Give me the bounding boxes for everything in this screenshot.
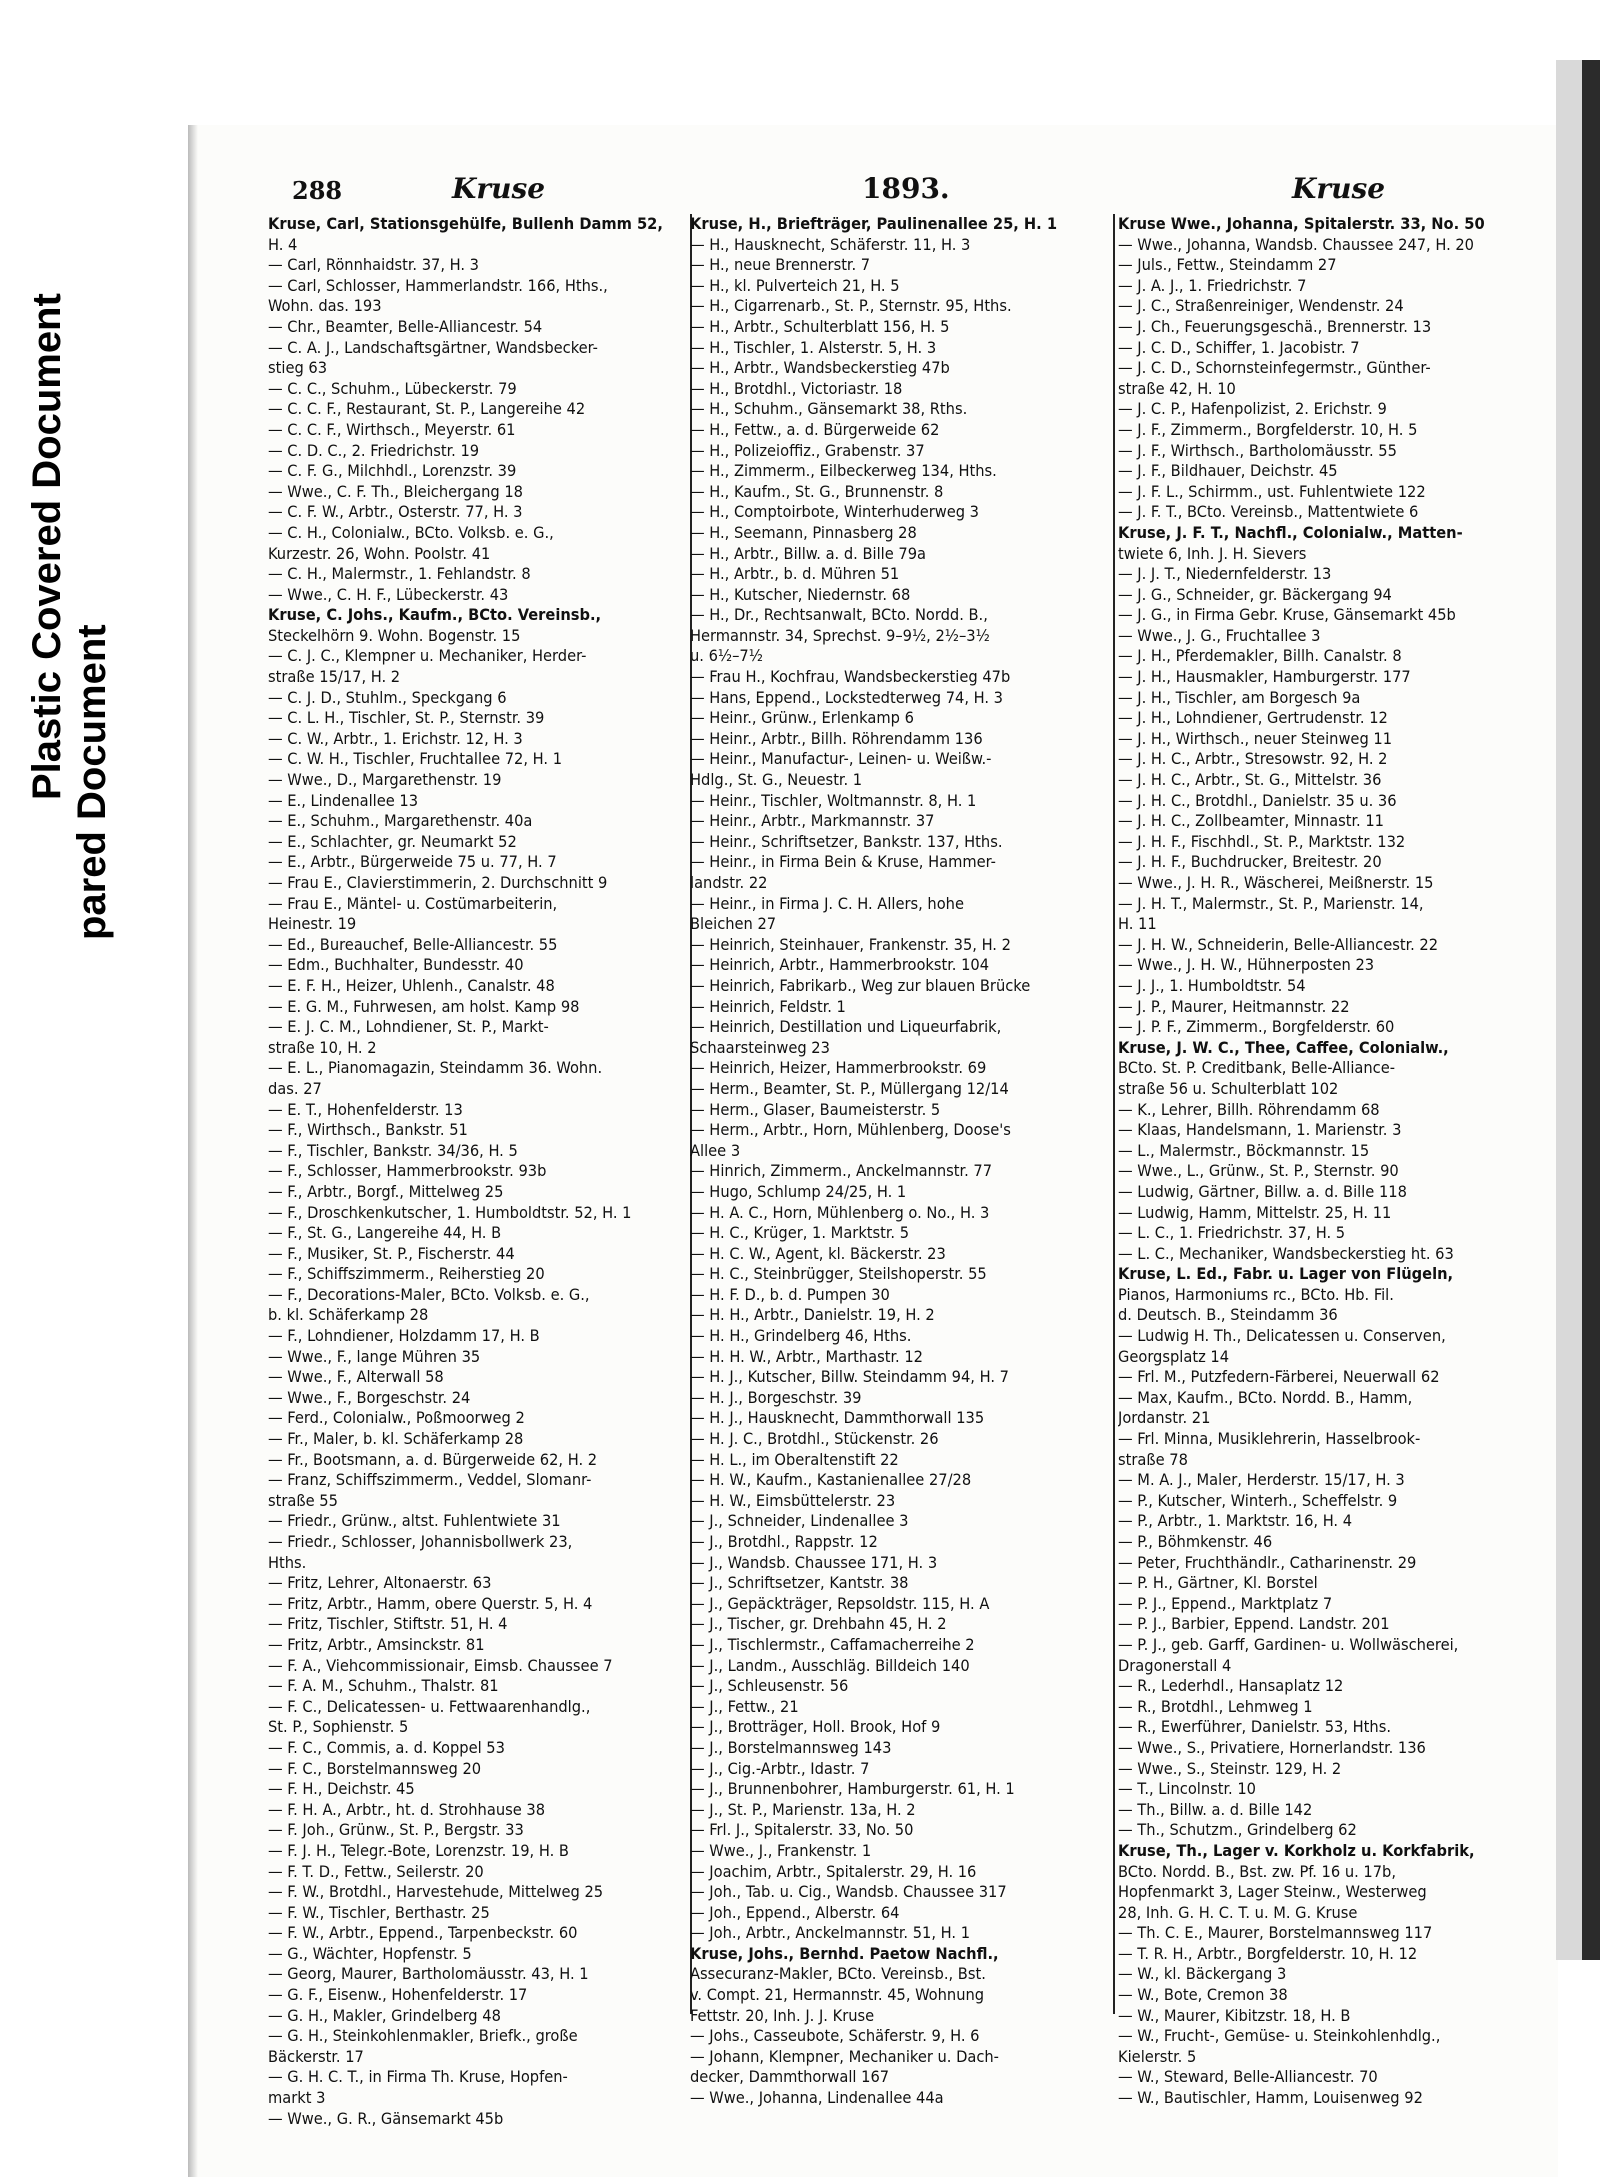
directory-entry: — E. T., Hohenfelderstr. 13: [268, 1099, 463, 1119]
directory-entry: — C. F. G., Milchhdl., Lorenzstr. 39: [268, 461, 517, 481]
directory-entry: H. 11: [1118, 914, 1157, 934]
directory-entry: — J. H. C., Brotdhl., Danielstr. 35 u. 36: [1118, 790, 1397, 810]
directory-entry: Bäckerstr. 17: [268, 2046, 364, 2066]
directory-entry: — C. D. C., 2. Friedrichstr. 19: [268, 440, 480, 460]
directory-entry: straße 10, H. 2: [268, 1037, 377, 1057]
directory-entry: Pianos, Harmoniums rc., BCto. Hb. Fil.: [1118, 1284, 1394, 1304]
directory-entry: — F. H., Deichstr. 45: [268, 1779, 415, 1799]
directory-entry: — Wwe., Johanna, Wandsb. Chaussee 247, H. 20: [1118, 234, 1475, 254]
directory-entry: — Wwe., F., Alterwall 58: [268, 1367, 444, 1387]
directory-entry: — J. H., Pferdemakler, Billh. Canalstr. 8: [1118, 646, 1402, 666]
directory-entry: — E., Schlachter, gr. Neumarkt 52: [268, 831, 517, 851]
directory-entry: — J., Schleusenstr. 56: [690, 1676, 849, 1696]
directory-entry: — W., Frucht-, Gemüse- u. Steinkohlenhdlg.,: [1118, 2026, 1441, 2046]
directory-entry: — Joh., Arbtr., Anckelmannstr. 51, H. 1: [690, 1923, 971, 1943]
directory-entry: — F., Wirthsch., Bankstr. 51: [268, 1120, 468, 1140]
directory-entry: — Juls., Fettw., Steindamm 27: [1118, 255, 1337, 275]
directory-entry: — J. A. J., 1. Friedrichstr. 7: [1118, 275, 1307, 295]
directory-entry: — E. G. M., Fuhrwesen, am holst. Kamp 98: [268, 996, 580, 1016]
directory-entry: — H. H., Grindelberg 46, Hths.: [690, 1326, 912, 1346]
directory-entry: straße 42, H. 10: [1118, 378, 1236, 398]
directory-entry: — Ludwig, Hamm, Mittelstr. 25, H. 11: [1118, 1202, 1392, 1222]
directory-entry: — Wwe., S., Steinstr. 129, H. 2: [1118, 1758, 1342, 1778]
directory-entry: — J. F., Bildhauer, Deichstr. 45: [1118, 461, 1338, 481]
directory-entry: — C. C., Schuhm., Lübeckerstr. 79: [268, 378, 517, 398]
directory-entry: u. 6½–7½: [690, 646, 763, 666]
directory-entry: — P., Böhmkenstr. 46: [1118, 1532, 1273, 1551]
directory-entry: Kruse, Johs., Bernhd. Paetow Nachfl.,: [690, 1943, 999, 1963]
directory-entry: — P., Kutscher, Winterh., Scheffelstr. 9: [1118, 1490, 1398, 1510]
directory-entry: — C. L. H., Tischler, St. P., Sternstr. 39: [268, 708, 545, 728]
directory-entry: Steckelhörn 9. Wohn. Bogenstr. 15: [268, 625, 521, 645]
directory-entry: Georgsplatz 14: [1118, 1346, 1230, 1366]
page-gutter-shadow: [188, 125, 198, 2177]
directory-entry: — Herm., Beamter, St. P., Müllergang 12/14: [690, 1078, 1009, 1098]
directory-entry: — Frau H., Kochfrau, Wandsbeckerstieg 47b: [690, 667, 1011, 687]
side-label-text: Plastic Covered Document: [25, 293, 69, 800]
directory-entry: — Chr., Beamter, Belle-Alliancestr. 54: [268, 316, 543, 336]
directory-entry: — Th. C. E., Maurer, Borstelmannsweg 117: [1118, 1923, 1433, 1943]
directory-entry: — H. C. W., Agent, kl. Bäckerstr. 23: [690, 1243, 946, 1263]
directory-entry: das. 27: [268, 1078, 322, 1098]
directory-entry: — F., St. G., Langereihe 44, H. B: [268, 1223, 502, 1243]
directory-entry: — J. C., Straßenreiniger, Wendenstr. 24: [1118, 296, 1404, 316]
directory-entry: — Franz, Schiffszimmerm., Veddel, Slomanr-: [268, 1470, 592, 1490]
directory-entry: — Wwe., L., Grünw., St. P., Sternstr. 90: [1118, 1161, 1399, 1181]
directory-entry: — L. C., Mechaniker, Wandsbeckerstieg ht. 63: [1118, 1243, 1454, 1263]
directory-entry: — J. F. T., BCto. Vereinsb., Mattentwiete 6: [1118, 502, 1419, 522]
directory-entry: — Heinr., in Firma J. C. H. Allers, hohe: [690, 893, 964, 913]
directory-entry: — J., Tischer, gr. Drehbahn 45, H. 2: [690, 1614, 947, 1634]
directory-entry: Hopfenmarkt 3, Lager Steinw., Westerweg: [1118, 1882, 1427, 1902]
directory-entry: — Wwe., D., Margarethenstr. 19: [268, 770, 502, 790]
directory-entry: — Frl. Minna, Musiklehrerin, Hasselbrook-: [1118, 1429, 1421, 1449]
directory-entry: — Heinrich, Heizer, Hammerbrookstr. 69: [690, 1058, 987, 1078]
directory-entry: — Heinrich, Destillation und Liqueurfabrik,: [690, 1017, 1002, 1037]
directory-entry: 28, Inh. G. H. C. T. u. M. G. Kruse: [1118, 1902, 1358, 1922]
directory-entry: straße 78: [1118, 1449, 1188, 1469]
directory-entry: — F. C., Borstelmannsweg 20: [268, 1758, 482, 1778]
directory-entry: — Herm., Glaser, Baumeisterstr. 5: [690, 1099, 941, 1119]
directory-entry: — H. H. W., Arbtr., Marthastr. 12: [690, 1346, 923, 1366]
directory-entry: — C. F. W., Arbtr., Osterstr. 77, H. 3: [268, 502, 523, 522]
directory-entry: — H., Hausknecht, Schäferstr. 11, H. 3: [690, 234, 971, 254]
directory-entry: Assecuranz-Makler, BCto. Vereinsb., Bst.: [690, 1964, 986, 1984]
directory-entry: v. Compt. 21, Hermannstr. 45, Wohnung: [690, 1985, 985, 2005]
directory-entry: — F., Arbtr., Borgf., Mittelweg 25: [268, 1181, 504, 1201]
directory-entry: Kruse Wwe., Johanna, Spitalerstr. 33, No. 50: [1118, 214, 1485, 233]
directory-entry: — E. J. C. M., Lohndiener, St. P., Markt-: [268, 1017, 549, 1037]
directory-entry: — L., Malermstr., Böckmannstr. 15: [1118, 1140, 1370, 1160]
directory-entry: — J., Brotträger, Holl. Brook, Hof 9: [690, 1717, 941, 1737]
directory-entry: — H., Arbtr., Billw. a. d. Bille 79a: [690, 543, 926, 563]
directory-entry: — Wwe., Johanna, Lindenallee 44a: [690, 2088, 944, 2108]
directory-entry: — J. F., Wirthsch., Bartholomäusstr. 55: [1118, 440, 1397, 460]
directory-entry: — Klaas, Handelsmann, 1. Marienstr. 3: [1118, 1120, 1402, 1140]
directory-entry: — Heinr., Arbtr., Markmannstr. 37: [690, 811, 935, 831]
directory-entry: — J. F. L., Schirmm., ust. Fuhlentwiete 122: [1118, 481, 1426, 501]
directory-entry: — J. J., 1. Humboldtstr. 54: [1118, 975, 1306, 995]
directory-entry: — R., Brotdhl., Lehmweg 1: [1118, 1696, 1313, 1716]
directory-entry: — E. L., Pianomagazin, Steindamm 36. Wohn.: [268, 1058, 603, 1078]
directory-entry: — H., Arbtr., Wandsbeckerstieg 47b: [690, 358, 950, 378]
directory-entry: — Wwe., G. R., Gänsemarkt 45b: [268, 2108, 504, 2128]
directory-entry: — Heinrich, Fabrikarb., Weg zur blauen Brücke: [690, 975, 1031, 995]
directory-entry: — Wwe., C. H. F., Lübeckerstr. 43: [268, 584, 509, 604]
directory-entry: — Johs., Casseubote, Schäferstr. 9, H. 6: [690, 2026, 980, 2046]
directory-entry: — H. C., Steinbrügger, Steilshoperstr. 55: [690, 1264, 987, 1284]
directory-entry: — J. H., Hausmakler, Hamburgerstr. 177: [1118, 667, 1411, 687]
directory-entry: — F., Droschkenkutscher, 1. Humboldtstr. 52, H. 1: [268, 1202, 632, 1222]
directory-entry: — F. W., Tischler, Berthastr. 25: [268, 1902, 490, 1922]
directory-entry: — Friedr., Grünw., altst. Fuhlentwiete 31: [268, 1511, 561, 1531]
directory-entry: — H. W., Kaufm., Kastanienallee 27/28: [690, 1470, 972, 1490]
running-head-year: 1893.: [862, 172, 950, 205]
side-label: [25, 180, 170, 980]
directory-entry: — J. H. C., Arbtr., St. G., Mittelstr. 36: [1118, 770, 1382, 790]
directory-entry: — H., Dr., Rechtsanwalt, BCto. Nordd. B.,: [690, 605, 988, 625]
directory-entry: — W., Maurer, Kibitzstr. 18, H. B: [1118, 2005, 1351, 2025]
directory-entry: — J. H., Wirthsch., neuer Steinweg 11: [1118, 728, 1393, 748]
directory-entry: — J. H. C., Zollbeamter, Minnastr. 11: [1118, 811, 1384, 831]
directory-entry: Allee 3: [690, 1140, 741, 1160]
directory-entry: — Th., Schutzm., Grindelberg 62: [1118, 1820, 1357, 1840]
directory-entry: — F., Tischler, Bankstr. 34/36, H. 5: [268, 1140, 518, 1160]
directory-entry: — Georg, Maurer, Bartholomäusstr. 43, H. 1: [268, 1964, 589, 1984]
directory-entry: — J. F., Zimmerm., Borgfelderstr. 10, H. 5: [1118, 419, 1418, 439]
directory-entry: — Herm., Arbtr., Horn, Mühlenberg, Doose's: [690, 1120, 1011, 1140]
directory-entry: — Ed., Bureauchef, Belle-Alliancestr. 55: [268, 934, 558, 954]
directory-entry: — J. H. F., Fischhdl., St. P., Marktstr. 132: [1118, 831, 1406, 851]
directory-entry: — H. L., im Oberaltenstift 22: [690, 1449, 899, 1469]
directory-entry: — J., Schriftsetzer, Kantstr. 38: [690, 1573, 909, 1593]
directory-entry: Kruse, Th., Lager v. Korkholz u. Korkfabrik,: [1118, 1840, 1475, 1860]
directory-entry: straße 55: [268, 1490, 338, 1510]
directory-entry: — Frl. M., Putzfedern-Färberei, Neuerwall 62: [1118, 1367, 1440, 1387]
directory-entry: — H., Polizeioffiz., Grabenstr. 37: [690, 440, 925, 460]
directory-entry: — K., Lehrer, Billh. Röhrendamm 68: [1118, 1099, 1380, 1119]
directory-entry: — Joachim, Arbtr., Spitalerstr. 29, H. 16: [690, 1861, 977, 1881]
directory-entry: — F. C., Delicatessen- u. Fettwaarenhandlg.,: [268, 1696, 591, 1716]
directory-entry: — H. H., Arbtr., Danielstr. 19, H. 2: [690, 1305, 935, 1325]
directory-entry: landstr. 22: [690, 873, 768, 892]
directory-entry: — Frl. J., Spitalerstr. 33, No. 50: [690, 1820, 914, 1840]
directory-entry: — W., Bote, Cremon 38: [1118, 1985, 1288, 2005]
directory-entry: — H., Cigarrenarb., St. P., Sternstr. 95, Hths.: [690, 296, 1012, 316]
directory-entry: — Max, Kaufm., BCto. Nordd. B., Hamm,: [1118, 1387, 1413, 1407]
column-rule: [1113, 214, 1115, 2014]
directory-entry: — F. W., Arbtr., Eppend., Tarpenbeckstr. 60: [268, 1923, 578, 1943]
directory-entry: — Wwe., F., lange Mühren 35: [268, 1346, 481, 1366]
directory-entry: — G., Wächter, Hopfenstr. 5: [268, 1943, 472, 1963]
directory-entry: — J. J. T., Niedernfelderstr. 13: [1118, 564, 1332, 584]
directory-entry: — H., Kaufm., St. G., Brunnenstr. 8: [690, 481, 944, 501]
directory-entry: — J. G., in Firma Gebr. Kruse, Gänsemarkt 45b: [1118, 605, 1456, 625]
directory-entry: — H., Brotdhl., Victoriastr. 18: [690, 378, 903, 398]
directory-entry: — H. J., Hausknecht, Dammthorwall 135: [690, 1408, 985, 1428]
directory-entry: — E., Lindenallee 13: [268, 790, 419, 810]
directory-entry: — P. J., geb. Garff, Gardinen- u. Wollwäscherei,: [1118, 1634, 1459, 1654]
directory-entry: — J. H. C., Arbtr., Stresowstr. 92, H. 2: [1118, 749, 1388, 769]
directory-entry: — C. C. F., Wirthsch., Meyerstr. 61: [268, 419, 516, 439]
directory-entry: — F. J. H., Telegr.-Bote, Lorenzstr. 19, H. B: [268, 1840, 569, 1860]
page-header: [282, 172, 1482, 218]
directory-entry: — P. H., Gärtner, Kl. Borstel: [1118, 1573, 1318, 1593]
directory-entry: — F. T. D., Fettw., Seilerstr. 20: [268, 1861, 484, 1881]
directory-entry: H. 4: [268, 234, 298, 254]
directory-entry: — P. J., Barbier, Eppend. Landstr. 201: [1118, 1614, 1390, 1634]
directory-entry: — Fritz, Arbtr., Hamm, obere Querstr. 5, H. 4: [268, 1593, 593, 1613]
directory-entry: Kurzestr. 26, Wohn. Poolstr. 41: [268, 543, 491, 563]
directory-entry: — E. F. H., Heizer, Uhlenh., Canalstr. 48: [268, 975, 555, 995]
directory-entry: — Peter, Fruchthändlr., Catharinenstr. 29: [1118, 1552, 1417, 1572]
directory-entry: — J. G., Schneider, gr. Bäckergang 94: [1118, 584, 1392, 604]
directory-entry: — C. W., Arbtr., 1. Erichstr. 12, H. 3: [268, 728, 523, 748]
directory-entry: — H., Arbtr., Schulterblatt 156, H. 5: [690, 316, 950, 336]
directory-entry: — Heinr., Grünw., Erlenkamp 6: [690, 708, 914, 728]
directory-entry: BCto. St. P. Creditbank, Belle-Alliance-: [1118, 1058, 1396, 1078]
directory-entry: — J. Ch., Feuerungsgeschä., Brennerstr. 13: [1118, 316, 1432, 336]
directory-entry: — G. H. C. T., in Firma Th. Kruse, Hopfen-: [268, 2067, 568, 2087]
directory-entry: — Carl, Schlosser, Hammerlandstr. 166, Hths.,: [268, 275, 608, 295]
directory-entry: — J. H. T., Malermstr., St. P., Marienstr. 14,: [1118, 893, 1424, 913]
directory-entry: — Fritz, Arbtr., Amsinckstr. 81: [268, 1634, 485, 1654]
directory-entry: — H., neue Brennerstr. 7: [690, 255, 871, 275]
directory-entry: — H., kl. Pulverteich 21, H. 5: [690, 275, 900, 295]
directory-entry: decker, Dammthorwall 167: [690, 2067, 890, 2087]
directory-entry: — Wwe., J., Frankenstr. 1: [690, 1840, 872, 1860]
directory-entry: — F., Schlosser, Hammerbrookstr. 93b: [268, 1161, 547, 1181]
directory-entry: — J., Schneider, Lindenallee 3: [690, 1511, 909, 1531]
directory-entry: — J. H., Lohndiener, Gertrudenstr. 12: [1118, 708, 1388, 728]
directory-entry: — Frau E., Mäntel- u. Costümarbeiterin,: [268, 893, 558, 913]
running-head-right: Kruse: [1292, 172, 1386, 205]
directory-entry: — J., Borstelmannsweg 143: [690, 1737, 892, 1757]
directory-entry: — H., Arbtr., b. d. Mühren 51: [690, 564, 900, 584]
directory-entry: — Heinrich, Feldstr. 1: [690, 996, 846, 1016]
directory-entry: — F. W., Brotdhl., Harvestehude, Mittelweg 25: [268, 1882, 604, 1902]
directory-entry: — H., Schuhm., Gänsemarkt 38, Rths.: [690, 399, 968, 419]
directory-entry: Wohn. das. 193: [268, 296, 382, 316]
directory-entry: Kruse, C. Johs., Kaufm., BCto. Vereinsb.,: [268, 605, 602, 625]
directory-entry: — J., Gepäckträger, Repsoldstr. 115, H. A: [690, 1593, 990, 1613]
directory-entry: — Edm., Buchhalter, Bundesstr. 40: [268, 955, 524, 975]
directory-entry: — H. J., Kutscher, Billw. Steindamm 94, H. 7: [690, 1367, 1009, 1387]
directory-entry: — P., Arbtr., 1. Marktstr. 16, H. 4: [1118, 1511, 1353, 1531]
directory-entry: — C. H., Colonialw., BCto. Volksb. e. G.,: [268, 522, 554, 542]
directory-entry: — J., Brotdhl., Rappstr. 12: [690, 1532, 878, 1551]
directory-entry: — Frau E., Clavierstimmerin, 2. Durchschnitt 9: [268, 873, 608, 892]
directory-entry: Fettstr. 20, Inh. J. J. Kruse: [690, 2005, 875, 2025]
directory-entry: — Heinr., Tischler, Woltmannstr. 8, H. 1: [690, 790, 977, 810]
directory-entry: — G. F., Eisenw., Hohenfelderstr. 17: [268, 1985, 528, 2005]
directory-entry: — H. W., Eimsbüttelerstr. 23: [690, 1490, 896, 1510]
directory-entry: — Johann, Klempner, Mechaniker u. Dach-: [690, 2046, 999, 2066]
directory-entry: — C. A. J., Landschaftsgärtner, Wandsbecker-: [268, 337, 598, 357]
directory-entry: — C. C. F., Restaurant, St. P., Langereihe 42: [268, 399, 586, 419]
directory-entry: straße 15/17, H. 2: [268, 667, 401, 687]
directory-entry: — Heinrich, Steinhauer, Frankenstr. 35, H. 2: [690, 934, 1011, 954]
directory-entry: Schaarsteinweg 23: [690, 1037, 830, 1057]
directory-entry: — H., Zimmerm., Eilbeckerweg 134, Hths.: [690, 461, 997, 481]
directory-entry: Kruse, Carl, Stationsgehülfe, Bullenh Damm 52,: [268, 214, 663, 233]
directory-entry: — Hans, Eppend., Lockstedterweg 74, H. 3: [690, 687, 1003, 707]
directory-entry: — R., Lederhdl., Hansaplatz 12: [1118, 1676, 1344, 1696]
directory-entry: — Wwe., J. H. R., Wäscherei, Meißnerstr. 15: [1118, 873, 1434, 892]
directory-entry: straße 56 u. Schulterblatt 102: [1118, 1078, 1339, 1098]
directory-entry: — Hugo, Schlump 24/25, H. 1: [690, 1181, 907, 1201]
directory-entry: — Heinr., Arbtr., Billh. Röhrendamm 136: [690, 728, 983, 748]
directory-entry: — J., Cig.-Arbtr., Idastr. 7: [690, 1758, 870, 1778]
directory-entry: Kruse, J. F. T., Nachfl., Colonialw., Matten-: [1118, 522, 1463, 542]
directory-entry: — Heinrich, Arbtr., Hammerbrookstr. 104: [690, 955, 990, 975]
directory-entry: — J. C. P., Hafenpolizist, 2. Erichstr. 9: [1118, 399, 1387, 419]
directory-entry: — Fritz, Tischler, Stiftstr. 51, H. 4: [268, 1614, 508, 1634]
directory-column-1: [268, 214, 684, 2129]
directory-column-2: [690, 214, 1102, 2109]
directory-entry: — J., St. P., Marienstr. 13a, H. 2: [690, 1799, 916, 1819]
directory-entry: — H. C., Krüger, 1. Marktstr. 5: [690, 1223, 910, 1243]
directory-entry: — F., Lohndiener, Holzdamm 17, H. B: [268, 1326, 540, 1346]
directory-entry: — Fr., Bootsmann, a. d. Bürgerweide 62, H. 2: [268, 1449, 598, 1469]
directory-entry: — C. W. H., Tischler, Fruchtallee 72, H. 1: [268, 749, 563, 769]
directory-entry: Jordanstr. 21: [1118, 1408, 1211, 1428]
directory-entry: — H. J., Borgeschstr. 39: [690, 1387, 862, 1407]
directory-column-3: [1118, 214, 1502, 2109]
directory-entry: — F. A. M., Schuhm., Thalstr. 81: [268, 1676, 499, 1696]
directory-entry: — Wwe., C. F. Th., Bleichergang 18: [268, 481, 523, 501]
directory-entry: — P. J., Eppend., Marktplatz 7: [1118, 1593, 1333, 1613]
directory-entry: b. kl. Schäferkamp 28: [268, 1305, 429, 1325]
scanner-dark-edge: [1582, 60, 1600, 1960]
directory-entry: — Ferd., Colonialw., Poßmoorweg 2: [268, 1408, 525, 1428]
directory-entry: — J. C. D., Schiffer, 1. Jacobistr. 7: [1118, 337, 1360, 357]
directory-entry: — F., Musiker, St. P., Fischerstr. 44: [268, 1243, 515, 1263]
directory-entry: — Fritz, Lehrer, Altonaerstr. 63: [268, 1573, 492, 1593]
directory-entry: — G. H., Makler, Grindelberg 48: [268, 2005, 501, 2025]
directory-entry: — C. J. D., Stuhlm., Speckgang 6: [268, 687, 507, 707]
directory-entry: — J. P. F., Zimmerm., Borgfelderstr. 60: [1118, 1017, 1395, 1037]
directory-entry: — Carl, Rönnhaidstr. 37, H. 3: [268, 255, 479, 275]
directory-entry: — H. A. C., Horn, Mühlenberg o. No., H. 3: [690, 1202, 990, 1222]
directory-entry: — Ludwig H. Th., Delicatessen u. Conserven,: [1118, 1326, 1446, 1346]
directory-entry: St. P., Sophienstr. 5: [268, 1717, 409, 1737]
directory-entry: Bleichen 27: [690, 914, 777, 934]
directory-entry: — H., Fettw., a. d. Bürgerweide 62: [690, 419, 940, 439]
directory-entry: — R., Ewerführer, Danielstr. 53, Hths.: [1118, 1717, 1391, 1737]
directory-entry: — H. J. C., Brotdhl., Stückenstr. 26: [690, 1429, 939, 1449]
directory-entry: — Fr., Maler, b. kl. Schäferkamp 28: [268, 1429, 524, 1449]
directory-entry: — F. A., Viehcommissionair, Eimsb. Chaussee 7: [268, 1655, 613, 1675]
directory-entry: — J., Tischlermstr., Caffamacherreihe 2: [690, 1634, 975, 1654]
directory-entry: — J. P., Maurer, Heitmannstr. 22: [1118, 996, 1350, 1016]
directory-entry: — J. H. F., Buchdrucker, Breitestr. 20: [1118, 852, 1382, 872]
directory-entry: — J. C. D., Schornsteinfegermstr., Günther-: [1118, 358, 1431, 378]
directory-entry: — F. Joh., Grünw., St. P., Bergstr. 33: [268, 1820, 524, 1840]
directory-entry: Hths.: [268, 1552, 307, 1572]
directory-entry: — W., Bautischler, Hamm, Louisenweg 92: [1118, 2088, 1423, 2108]
directory-entry: — J. H. W., Schneiderin, Belle-Alliancestr. 22: [1118, 934, 1439, 954]
directory-entry: — Wwe., S., Privatiere, Hornerlandstr. 136: [1118, 1737, 1426, 1757]
directory-entry: — Heinr., Schriftsetzer, Bankstr. 137, Hths.: [690, 831, 1003, 851]
directory-entry: — E., Schuhm., Margarethenstr. 40a: [268, 811, 533, 831]
directory-entry: — T. R. H., Arbtr., Borgfelderstr. 10, H. 12: [1118, 1943, 1418, 1963]
directory-entry: Hdlg., St. G., Neuestr. 1: [690, 770, 863, 790]
directory-entry: Kielerstr. 5: [1118, 2046, 1197, 2066]
directory-entry: — J. H., Tischler, am Borgesch 9a: [1118, 687, 1361, 707]
directory-entry: — Hinrich, Zimmerm., Anckelmannstr. 77: [690, 1161, 993, 1181]
directory-entry: — Wwe., J. G., Fruchtallee 3: [1118, 625, 1321, 645]
directory-entry: — L. C., 1. Friedrichstr. 37, H. 5: [1118, 1223, 1346, 1243]
directory-entry: — H., Tischler, 1. Alsterstr. 5, H. 3: [690, 337, 937, 357]
directory-entry: Kruse, H., Briefträger, Paulinenallee 25, H. 1: [690, 214, 1058, 233]
directory-entry: — Heinr., in Firma Bein & Kruse, Hammer-: [690, 852, 996, 872]
directory-entry: — F., Decorations-Maler, BCto. Volksb. e. G.,: [268, 1284, 590, 1304]
page-number: 288: [292, 176, 343, 205]
directory-entry: — W., Steward, Belle-Alliancestr. 70: [1118, 2067, 1378, 2087]
side-label-partial: pared Document: [70, 624, 114, 940]
directory-entry: Dragonerstall 4: [1118, 1655, 1232, 1675]
directory-entry: — Friedr., Schlosser, Johannisbollwerk 23,: [268, 1532, 573, 1551]
directory-entry: markt 3: [268, 2088, 326, 2108]
directory-entry: — Joh., Tab. u. Cig., Wandsb. Chaussee 317: [690, 1882, 1007, 1902]
directory-entry: — F. C., Commis, a. d. Koppel 53: [268, 1737, 505, 1757]
directory-entry: — H., Kutscher, Niedernstr. 68: [690, 584, 911, 604]
directory-entry: — Wwe., J. H. W., Hühnerposten 23: [1118, 955, 1375, 975]
directory-entry: twiete 6, Inh. J. H. Sievers: [1118, 543, 1307, 563]
directory-entry: — F., Schiffszimmerm., Reiherstieg 20: [268, 1264, 545, 1284]
directory-entry: — G. H., Steinkohlenmakler, Briefk., große: [268, 2026, 578, 2046]
directory-entry: stieg 63: [268, 358, 328, 378]
directory-entry: — Ludwig, Gärtner, Billw. a. d. Bille 118: [1118, 1181, 1407, 1201]
directory-entry: — Heinr., Manufactur-, Leinen- u. Weißw.-: [690, 749, 992, 769]
directory-entry: — J., Fettw., 21: [690, 1696, 799, 1716]
directory-entry: Kruse, J. W. C., Thee, Caffee, Colonialw.,: [1118, 1037, 1449, 1057]
directory-entry: — T., Lincolnstr. 10: [1118, 1779, 1256, 1799]
directory-entry: — J., Brunnenbohrer, Hamburgerstr. 61, H. 1: [690, 1779, 1015, 1799]
directory-entry: Kruse, L. Ed., Fabr. u. Lager von Flügeln,: [1118, 1264, 1454, 1284]
directory-entry: — Joh., Eppend., Alberstr. 64: [690, 1902, 900, 1922]
directory-entry: — C. H., Malermstr., 1. Fehlandstr. 8: [268, 564, 531, 584]
running-head-left: Kruse: [452, 172, 546, 205]
directory-entry: BCto. Nordd. B., Bst. zw. Pf. 16 u. 17b,: [1118, 1861, 1397, 1881]
directory-entry: — Th., Billw. a. d. Bille 142: [1118, 1799, 1313, 1819]
directory-entry: — M. A. J., Maler, Herderstr. 15/17, H. 3: [1118, 1470, 1405, 1490]
directory-entry: — H. F. D., b. d. Pumpen 30: [690, 1284, 890, 1304]
directory-entry: — Wwe., F., Borgeschstr. 24: [268, 1387, 471, 1407]
directory-entry: — F. H. A., Arbtr., ht. d. Strohhause 38: [268, 1799, 546, 1819]
directory-entry: — J., Landm., Ausschläg. Billdeich 140: [690, 1655, 970, 1675]
directory-entry: — H., Seemann, Pinnasberg 28: [690, 522, 917, 542]
directory-entry: d. Deutsch. B., Steindamm 36: [1118, 1305, 1338, 1325]
directory-entry: — W., kl. Bäckergang 3: [1118, 1964, 1287, 1984]
directory-entry: — E., Arbtr., Bürgerweide 75 u. 77, H. 7: [268, 852, 557, 872]
directory-entry: — H., Comptoirbote, Winterhuderweg 3: [690, 502, 979, 522]
directory-entry: — C. J. C., Klempner u. Mechaniker, Herder-: [268, 646, 587, 666]
directory-entry: Heinestr. 19: [268, 914, 357, 934]
directory-entry: Hermannstr. 34, Sprechst. 9–9½, 2½–3½: [690, 625, 990, 645]
directory-entry: — J., Wandsb. Chaussee 171, H. 3: [690, 1552, 938, 1572]
